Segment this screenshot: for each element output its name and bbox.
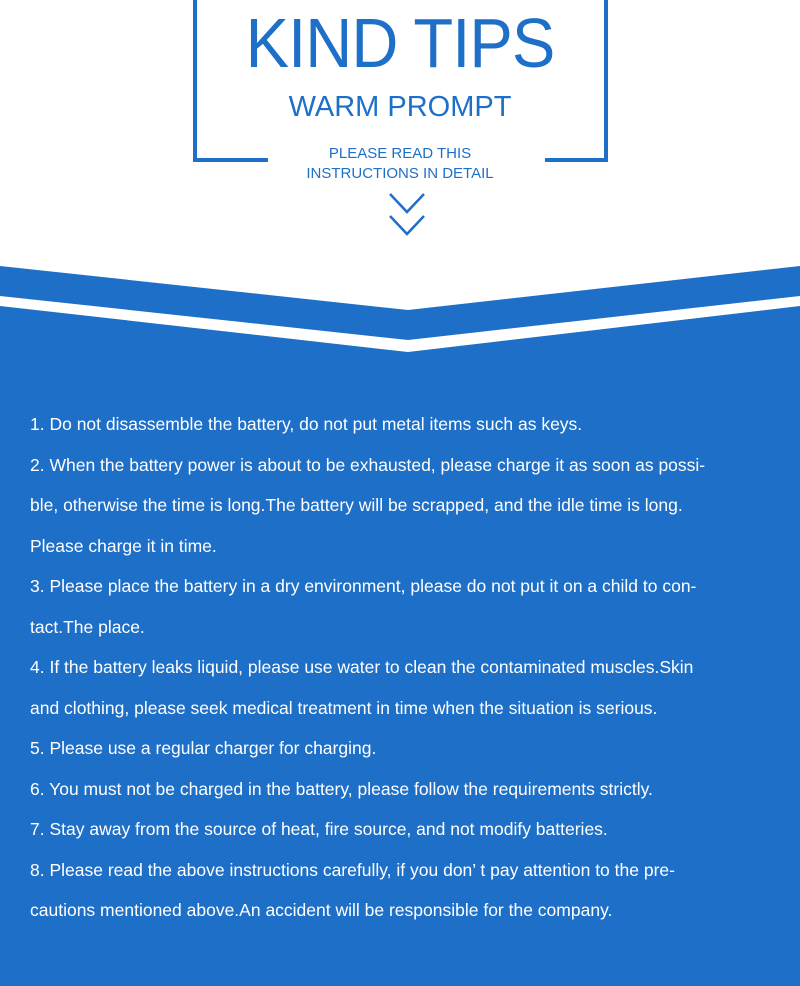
tip-line: cautions mentioned above.An accident will be responsible for the company. [30, 900, 613, 920]
note-line-2: INSTRUCTIONS IN DETAIL [306, 165, 494, 182]
tip-line: 3. Please place the battery in a dry environment, please do not put it on a child to con- [30, 576, 697, 596]
tip-line: 8. Please read the above instructions carefully, if you don’ t pay attention to the pre- [30, 859, 675, 880]
tip-line: and clothing, please seek medical treatment in time when the situation is serious. [30, 697, 658, 718]
tip-line: 2. When the battery power is about to be exhausted, please charge it as soon as possi- [30, 454, 706, 475]
page-title: KIND TIPS [245, 4, 555, 82]
double-chevron-down-icon [387, 192, 427, 240]
read-instructions-note [0, 144, 800, 184]
tip-line: 7. Stay away from the source of heat, fire source, and not modify batteries. [30, 819, 608, 839]
tip-line: ble, otherwise the time is long.The battery will be scrapped, and the idle time is long. [30, 495, 683, 515]
header-section [0, 0, 800, 300]
tip-line: Please charge it in time. [30, 535, 217, 556]
tip-line: 6. You must not be charged in the battery, please follow the requirements strictly. [30, 778, 653, 799]
tip-line: 1. Do not disassemble the battery, do not put metal items such as keys. [30, 414, 583, 434]
tip-line: 4. If the battery leaks liquid, please use water to clean the contaminated muscles.Skin [30, 657, 694, 677]
page-subtitle: WARM PROMPT [288, 91, 512, 123]
tip-line: tact.The place. [30, 616, 145, 637]
note-line-1: PLEASE READ THIS [328, 145, 472, 162]
tips-list [30, 404, 775, 931]
tip-line: 5. Please use a regular charger for charging. [30, 738, 377, 758]
